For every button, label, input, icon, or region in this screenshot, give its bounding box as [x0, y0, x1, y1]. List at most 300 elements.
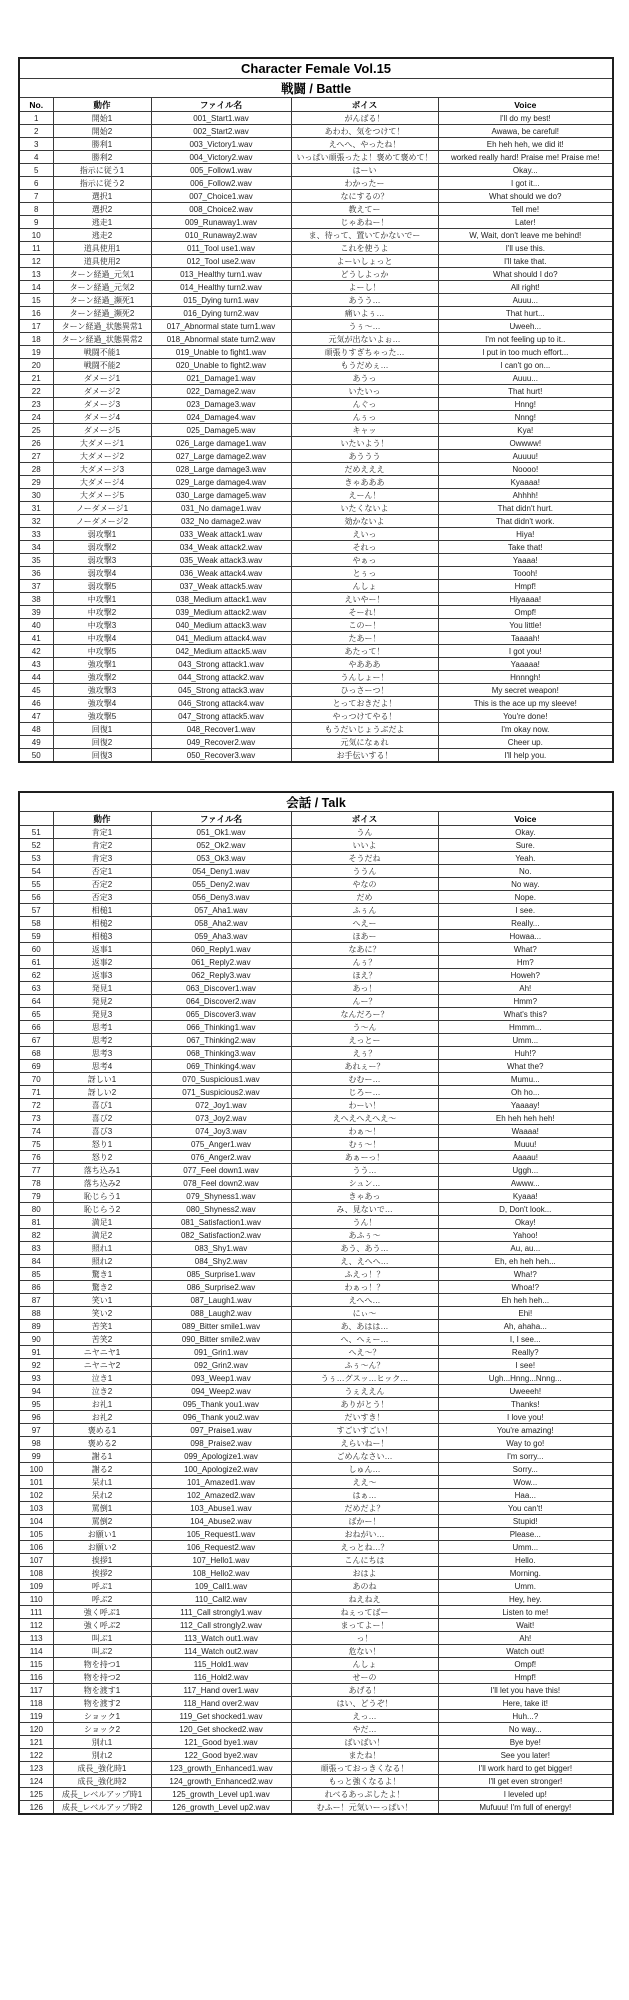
table-row	[19, 1515, 613, 1528]
row-number: 114	[19, 1645, 53, 1658]
row-number: 38	[19, 593, 53, 606]
voice-japanese: やぁっ	[291, 554, 438, 567]
voice-english: Yeah.	[438, 852, 613, 865]
voice-japanese: ふえっ！？	[291, 1268, 438, 1281]
table-row	[19, 930, 613, 943]
filename: 102_Amazed2.wav	[151, 1489, 291, 1502]
action-label: ダメージ3	[53, 398, 151, 411]
filename: 024_Damage4.wav	[151, 411, 291, 424]
row-number: 66	[19, 1021, 53, 1034]
table-row	[19, 1372, 613, 1385]
voice-english: Ah!	[438, 1632, 613, 1645]
voice-japanese: はーい	[291, 164, 438, 177]
voice-japanese: 痛いよぅ…	[291, 307, 438, 320]
voice-japanese: ごめんなさい…	[291, 1450, 438, 1463]
row-number: 61	[19, 956, 53, 969]
voice-japanese: 効かないよ	[291, 515, 438, 528]
filename: 015_Dying turn1.wav	[151, 294, 291, 307]
table-row	[19, 1320, 613, 1333]
row-number: 1	[19, 112, 53, 125]
voice-japanese: えらいねー！	[291, 1437, 438, 1450]
action-label: 戦闘不能2	[53, 359, 151, 372]
row-number: 73	[19, 1112, 53, 1125]
voice-english: Okay!	[438, 1216, 613, 1229]
table-row	[19, 502, 613, 515]
row-number: 68	[19, 1047, 53, 1060]
filename: 072_Joy1.wav	[151, 1099, 291, 1112]
action-label: 発見2	[53, 995, 151, 1008]
filename: 070_Suspicious1.wav	[151, 1073, 291, 1086]
voice-english: No way...	[438, 1723, 613, 1736]
voice-english: Umm...	[438, 1034, 613, 1047]
filename: 124_growth_Enhanced2.wav	[151, 1775, 291, 1788]
voice-english: Awawa, be careful!	[438, 125, 613, 138]
voice-english: Ugh...Hnng...Nnng...	[438, 1372, 613, 1385]
voice-japanese: これを使うよ	[291, 242, 438, 255]
action-label: 謝る2	[53, 1463, 151, 1476]
filename: 068_Thinking3.wav	[151, 1047, 291, 1060]
table-row	[19, 1684, 613, 1697]
action-label: 成長_強化時1	[53, 1762, 151, 1775]
action-label: ダメージ2	[53, 385, 151, 398]
table-row	[19, 476, 613, 489]
filename: 094_Weep2.wav	[151, 1385, 291, 1398]
table-row	[19, 632, 613, 645]
action-label: お願い1	[53, 1528, 151, 1541]
row-number: 19	[19, 346, 53, 359]
row-number: 13	[19, 268, 53, 281]
action-label: 呆れ1	[53, 1476, 151, 1489]
row-number: 80	[19, 1203, 53, 1216]
row-number: 55	[19, 878, 53, 891]
voice-english: What the?	[438, 1060, 613, 1073]
voice-english: Awww...	[438, 1177, 613, 1190]
voice-english: Yahoo!	[438, 1229, 613, 1242]
filename: 041_Medium attack4.wav	[151, 632, 291, 645]
table-row	[19, 320, 613, 333]
action-label: 呼ぶ2	[53, 1593, 151, 1606]
filename: 027_Large damage2.wav	[151, 450, 291, 463]
action-label: 大ダメージ1	[53, 437, 151, 450]
filename: 117_Hand over1.wav	[151, 1684, 291, 1697]
filename: 092_Grin2.wav	[151, 1359, 291, 1372]
row-number: 112	[19, 1619, 53, 1632]
table-row	[19, 1736, 613, 1749]
voice-english: That didn't work.	[438, 515, 613, 528]
action-label: ニヤニヤ2	[53, 1359, 151, 1372]
row-number: 41	[19, 632, 53, 645]
action-label: 呼ぶ1	[53, 1580, 151, 1593]
table-row	[19, 190, 613, 203]
filename: 086_Surprise2.wav	[151, 1281, 291, 1294]
filename: 104_Abuse2.wav	[151, 1515, 291, 1528]
action-label: 返事1	[53, 943, 151, 956]
table-row	[19, 580, 613, 593]
voice-japanese: だめ	[291, 891, 438, 904]
voice-japanese: ばいばい！	[291, 1736, 438, 1749]
voice-japanese: もうだめぇ…	[291, 359, 438, 372]
row-number: 58	[19, 917, 53, 930]
row-number: 9	[19, 216, 53, 229]
table-row	[19, 865, 613, 878]
table-row	[19, 1554, 613, 1567]
filename: 095_Thank you1.wav	[151, 1398, 291, 1411]
voice-japanese: もっと強くなるよ！	[291, 1775, 438, 1788]
voice-japanese: むぅ～！	[291, 1138, 438, 1151]
voice-english: Waaaa!	[438, 1125, 613, 1138]
filename: 040_Medium attack3.wav	[151, 619, 291, 632]
voice-english: I'll do my best!	[438, 112, 613, 125]
table-row	[19, 1346, 613, 1359]
table-row	[19, 463, 613, 476]
action-label: 罵倒1	[53, 1502, 151, 1515]
voice-english: Hello.	[438, 1554, 613, 1567]
row-number: 10	[19, 229, 53, 242]
voice-english: Mufuuu! I'm full of energy!	[438, 1801, 613, 1815]
filename: 063_Discover1.wav	[151, 982, 291, 995]
voice-english: Toooh!	[438, 567, 613, 580]
voice-english: Wow...	[438, 1476, 613, 1489]
battle-rows	[19, 112, 613, 763]
action-label: 大ダメージ3	[53, 463, 151, 476]
table-row	[19, 839, 613, 852]
row-number: 91	[19, 1346, 53, 1359]
filename: 107_Hello1.wav	[151, 1554, 291, 1567]
table-row	[19, 268, 613, 281]
filename: 125_growth_Level up1.wav	[151, 1788, 291, 1801]
voice-japanese: うん！	[291, 1216, 438, 1229]
table-row	[19, 411, 613, 424]
voice-japanese: えっとー	[291, 1034, 438, 1047]
action-label: 成長_レベルアップ時1	[53, 1788, 151, 1801]
voice-japanese: こんにちは	[291, 1554, 438, 1567]
action-label: 肯定2	[53, 839, 151, 852]
row-number: 48	[19, 723, 53, 736]
voice-english: I see.	[438, 904, 613, 917]
action-label: 笑い1	[53, 1294, 151, 1307]
action-label: 相槌1	[53, 904, 151, 917]
action-label: 相槌3	[53, 930, 151, 943]
action-label: ダメージ5	[53, 424, 151, 437]
battle-table	[18, 57, 614, 763]
row-number: 57	[19, 904, 53, 917]
filename: 036_Weak attack4.wav	[151, 567, 291, 580]
filename: 087_Laugh1.wav	[151, 1294, 291, 1307]
table-row	[19, 359, 613, 372]
voice-japanese: あうう…	[291, 294, 438, 307]
action-label: 苦笑2	[53, 1333, 151, 1346]
action-label: 思考1	[53, 1021, 151, 1034]
voice-english: Noooo!	[438, 463, 613, 476]
row-number: 125	[19, 1788, 53, 1801]
voice-english: I'm okay now.	[438, 723, 613, 736]
action-label: ターン経過_状態異常1	[53, 320, 151, 333]
row-number: 29	[19, 476, 53, 489]
voice-english: Later!	[438, 216, 613, 229]
voice-english: Umm.	[438, 1580, 613, 1593]
table-row	[19, 1619, 613, 1632]
table-row	[19, 982, 613, 995]
action-label: 中攻撃2	[53, 606, 151, 619]
row-number: 103	[19, 1502, 53, 1515]
filename: 010_Runaway2.wav	[151, 229, 291, 242]
table-row	[19, 203, 613, 216]
voice-english: Hmm?	[438, 995, 613, 1008]
voice-japanese: あれぇー？	[291, 1060, 438, 1073]
column-header-action-label: 動作	[53, 98, 151, 112]
filename: 021_Damage1.wav	[151, 372, 291, 385]
table-row	[19, 1047, 613, 1060]
voice-english: Hmmm...	[438, 1021, 613, 1034]
row-number: 32	[19, 515, 53, 528]
voice-japanese: えへへ、やったね！	[291, 138, 438, 151]
action-label: 道具使用1	[53, 242, 151, 255]
voice-japanese: だいすき！	[291, 1411, 438, 1424]
table-row	[19, 1177, 613, 1190]
voice-english: Hnnngh!	[438, 671, 613, 684]
action-label: ダメージ4	[53, 411, 151, 424]
action-label: 回復1	[53, 723, 151, 736]
filename: 029_Large damage4.wav	[151, 476, 291, 489]
row-number: 46	[19, 697, 53, 710]
voice-english: Bye bye!	[438, 1736, 613, 1749]
voice-japanese: えへへ…	[291, 1294, 438, 1307]
table-row	[19, 645, 613, 658]
voice-japanese: やあああ	[291, 658, 438, 671]
voice-english: What?	[438, 943, 613, 956]
action-label: 思考3	[53, 1047, 151, 1060]
row-number: 53	[19, 852, 53, 865]
row-number: 30	[19, 489, 53, 502]
row-number: 51	[19, 826, 53, 839]
action-label: 恥じらう1	[53, 1190, 151, 1203]
action-label: 物を渡す1	[53, 1684, 151, 1697]
voice-english: Hiyaaaa!	[438, 593, 613, 606]
table-row	[19, 554, 613, 567]
table-row	[19, 1229, 613, 1242]
table-row	[19, 1632, 613, 1645]
action-label: 返事2	[53, 956, 151, 969]
voice-japanese: このー！	[291, 619, 438, 632]
voice-english: Cheer up.	[438, 736, 613, 749]
action-label: 開始2	[53, 125, 151, 138]
row-number: 6	[19, 177, 53, 190]
voice-japanese: がんばる！	[291, 112, 438, 125]
voice-japanese: シュン…	[291, 1177, 438, 1190]
table-row	[19, 697, 613, 710]
voice-english: Yaaaa!	[438, 554, 613, 567]
filename: 071_Suspicious2.wav	[151, 1086, 291, 1099]
voice-english: Whoa!?	[438, 1281, 613, 1294]
voice-japanese: んぐっ	[291, 398, 438, 411]
row-number: 34	[19, 541, 53, 554]
voice-english: Hm?	[438, 956, 613, 969]
voice-japanese: えっ…	[291, 1710, 438, 1723]
row-number: 88	[19, 1307, 53, 1320]
voice-japanese: そーれ！	[291, 606, 438, 619]
action-label: ダメージ1	[53, 372, 151, 385]
filename: 058_Aha2.wav	[151, 917, 291, 930]
filename: 123_growth_Enhanced1.wav	[151, 1762, 291, 1775]
table-row	[19, 138, 613, 151]
voice-japanese: おねがい…	[291, 1528, 438, 1541]
filename: 077_Feel down1.wav	[151, 1164, 291, 1177]
filename: 120_Get shocked2.wav	[151, 1723, 291, 1736]
action-label: 思考2	[53, 1034, 151, 1047]
voice-japanese: なんだろー？	[291, 1008, 438, 1021]
table-row	[19, 1216, 613, 1229]
voice-japanese: むふー！元気いーっぱい！	[291, 1801, 438, 1815]
row-number: 49	[19, 736, 53, 749]
table-row	[19, 1450, 613, 1463]
filename: 018_Abnormal state turn2.wav	[151, 333, 291, 346]
voice-english: That didn't hurt.	[438, 502, 613, 515]
column-header-action-label: 動作	[53, 812, 151, 826]
voice-japanese: あうっ	[291, 372, 438, 385]
table-row	[19, 1567, 613, 1580]
filename: 099_Apologize1.wav	[151, 1450, 291, 1463]
action-label: 満足2	[53, 1229, 151, 1242]
filename: 011_Tool use1.wav	[151, 242, 291, 255]
filename: 075_Anger1.wav	[151, 1138, 291, 1151]
table-row	[19, 125, 613, 138]
section-row	[19, 792, 613, 812]
voice-japanese: うんしょー！	[291, 671, 438, 684]
row-number: 7	[19, 190, 53, 203]
voice-japanese: とぅっ	[291, 567, 438, 580]
table-row	[19, 658, 613, 671]
table-row	[19, 1411, 613, 1424]
filename: 038_Medium attack1.wav	[151, 593, 291, 606]
action-label: 怒り2	[53, 1151, 151, 1164]
filename: 006_Follow2.wav	[151, 177, 291, 190]
filename: 026_Large damage1.wav	[151, 437, 291, 450]
filename: 043_Strong attack1.wav	[151, 658, 291, 671]
action-label: 強攻撃3	[53, 684, 151, 697]
action-label: 返事3	[53, 969, 151, 982]
action-label: ターン経過_瀕死1	[53, 294, 151, 307]
voice-japanese: あのね	[291, 1580, 438, 1593]
voice-japanese: いいよ	[291, 839, 438, 852]
voice-english: No.	[438, 865, 613, 878]
row-number: 121	[19, 1736, 53, 1749]
filename: 044_Strong attack2.wav	[151, 671, 291, 684]
action-label: 物を持つ1	[53, 1658, 151, 1671]
filename: 061_Reply2.wav	[151, 956, 291, 969]
action-label: 照れ1	[53, 1242, 151, 1255]
voice-japanese: うぇええん	[291, 1385, 438, 1398]
row-number: 117	[19, 1684, 53, 1697]
voice-english: I see!	[438, 1359, 613, 1372]
filename: 084_Shy2.wav	[151, 1255, 291, 1268]
section-heading-talk: 会話 / Talk	[19, 792, 613, 812]
action-label: 挨拶2	[53, 1567, 151, 1580]
table-row	[19, 1593, 613, 1606]
action-label: 指示に従う1	[53, 164, 151, 177]
voice-japanese: 教えてー	[291, 203, 438, 216]
action-label: 道具使用2	[53, 255, 151, 268]
voice-english: I can't go on...	[438, 359, 613, 372]
table-row	[19, 904, 613, 917]
filename: 088_Laugh2.wav	[151, 1307, 291, 1320]
voice-english: This is the ace up my sleeve!	[438, 697, 613, 710]
row-number: 109	[19, 1580, 53, 1593]
voice-english: Wait!	[438, 1619, 613, 1632]
filename: 033_Weak attack1.wav	[151, 528, 291, 541]
voice-english: Watch out!	[438, 1645, 613, 1658]
action-label: 泣き1	[53, 1372, 151, 1385]
voice-japanese: まってよー！	[291, 1619, 438, 1632]
table-row	[19, 398, 613, 411]
row-number: 110	[19, 1593, 53, 1606]
action-label: 訝しい1	[53, 1073, 151, 1086]
table-row	[19, 346, 613, 359]
row-number: 67	[19, 1034, 53, 1047]
voice-english: I'm sorry...	[438, 1450, 613, 1463]
voice-english: That hurt!	[438, 385, 613, 398]
filename: 017_Abnormal state turn1.wav	[151, 320, 291, 333]
row-number: 90	[19, 1333, 53, 1346]
action-label: ターン経過_瀕死2	[53, 307, 151, 320]
row-number: 44	[19, 671, 53, 684]
filename: 101_Amazed1.wav	[151, 1476, 291, 1489]
action-label: 強く呼ぶ1	[53, 1606, 151, 1619]
row-number: 2	[19, 125, 53, 138]
filename: 069_Thinking4.wav	[151, 1060, 291, 1073]
table-row	[19, 1073, 613, 1086]
table-row	[19, 1801, 613, 1815]
row-number: 96	[19, 1411, 53, 1424]
row-number: 24	[19, 411, 53, 424]
action-label: 肯定1	[53, 826, 151, 839]
table-row	[19, 1021, 613, 1034]
row-number: 89	[19, 1320, 53, 1333]
voice-japanese: いたくないよ	[291, 502, 438, 515]
filename: 046_Strong attack4.wav	[151, 697, 291, 710]
voice-english: Ompf!	[438, 1658, 613, 1671]
voice-english: Ahhhh!	[438, 489, 613, 502]
voice-english: I'll work hard to get bigger!	[438, 1762, 613, 1775]
row-number: 99	[19, 1450, 53, 1463]
action-label: お礼1	[53, 1398, 151, 1411]
voice-english: Kyaaaa!	[438, 476, 613, 489]
section-heading-battle: 戦闘 / Battle	[19, 79, 613, 98]
talk-rows	[19, 826, 613, 1815]
voice-japanese: えぅ？	[291, 1047, 438, 1060]
table-row	[19, 229, 613, 242]
voice-japanese: ありがとう！	[291, 1398, 438, 1411]
row-number: 74	[19, 1125, 53, 1138]
voice-english: Kyaaa!	[438, 1190, 613, 1203]
voice-english: What's this?	[438, 1008, 613, 1021]
filename: 082_Satisfaction2.wav	[151, 1229, 291, 1242]
table-row	[19, 1385, 613, 1398]
voice-japanese: ねぇってばー	[291, 1606, 438, 1619]
action-label: ターン経過_元気2	[53, 281, 151, 294]
voice-japanese: よーいしょっと	[291, 255, 438, 268]
voice-english: I got it...	[438, 177, 613, 190]
row-number: 18	[19, 333, 53, 346]
voice-japanese: へえー	[291, 917, 438, 930]
voice-japanese: やだ…	[291, 1723, 438, 1736]
action-label: 中攻撃1	[53, 593, 151, 606]
row-number: 43	[19, 658, 53, 671]
filename: 028_Large damage3.wav	[151, 463, 291, 476]
voice-english: Okay...	[438, 164, 613, 177]
action-label: ショック1	[53, 1710, 151, 1723]
action-label: 叫ぶ1	[53, 1632, 151, 1645]
table-row	[19, 1060, 613, 1073]
